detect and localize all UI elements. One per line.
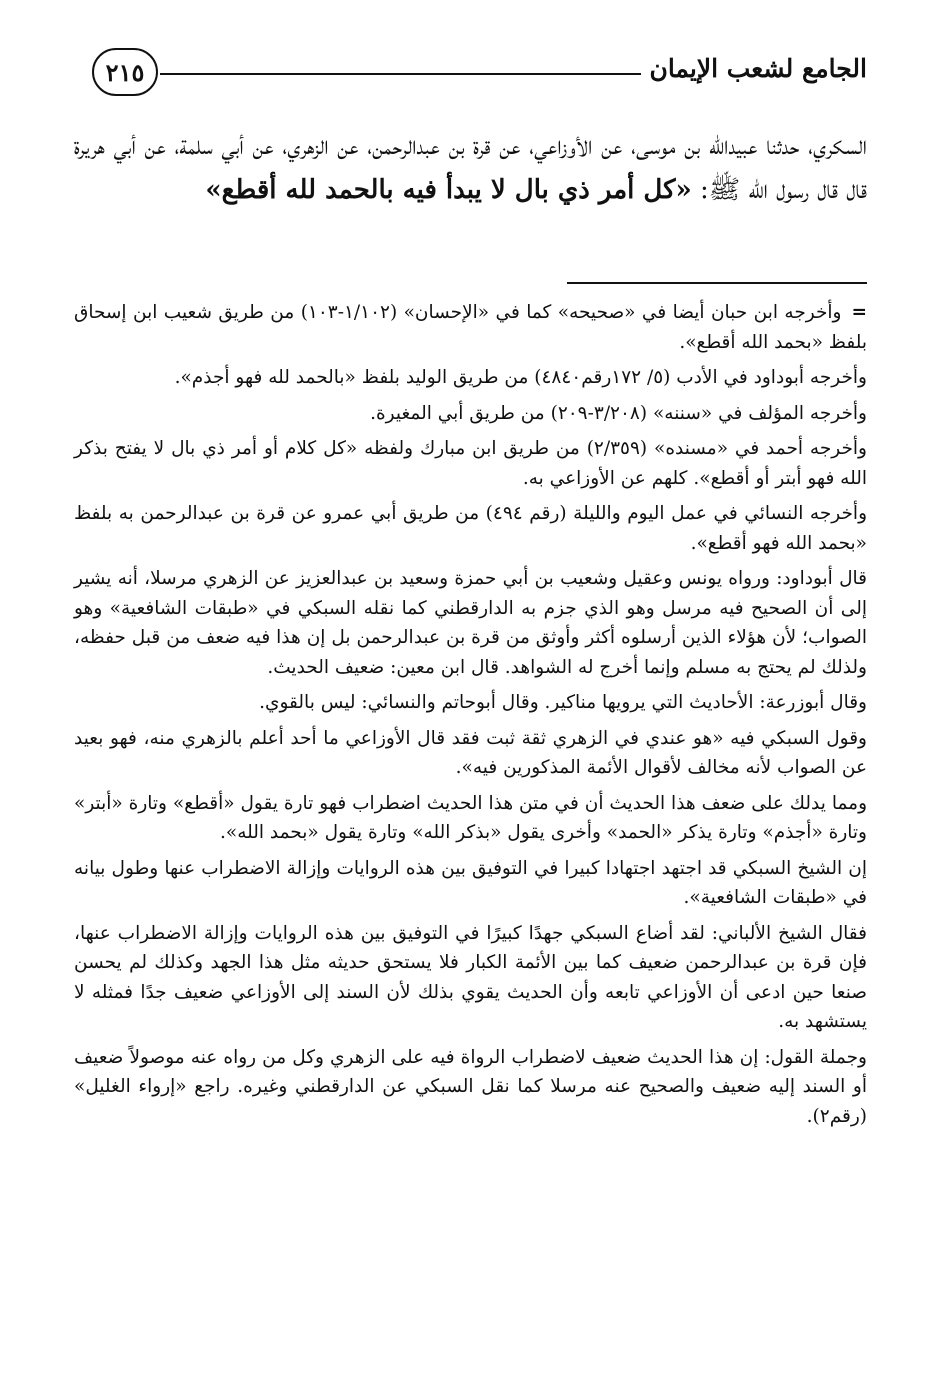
footnote-separator — [567, 282, 867, 284]
main-text — [74, 124, 867, 212]
footnote-paragraph: وأخرجه النسائي في عمل اليوم والليلة (رقم ٤٩٤) من طريق أبي عمرو عن قرة بن عبدالرحمن به بلفظ «بحمد الله فهو أقطع». — [74, 503, 868, 554]
footnote-paragraph: ومما يدلك على ضعف هذا الحديث أن في متن هذا الحديث اضطراب فهو تارة يقول «أقطع» وتارة «أبتر» وتارة «أجذم» وتارة يذكر «الحمد» وأخرى يقول «بذكر الله» وتارة يقول «بحمد الله». — [74, 792, 867, 843]
footnotes — [74, 298, 867, 1137]
footnote-paragraph: وأخرجه أبوداود في الأدب (٥/ ١٧٢رقم٤٨٤٠) من طريق الوليد بلفظ «بالحمد لله فهو أجذم». — [174, 367, 867, 388]
footnote-paragraph: وقال أبوزرعة: الأحاديث التي يرويها مناكير. وقال أبوحاتم والنسائي: ليس بالقوي. — [259, 692, 867, 713]
footnote-paragraph: قال أبوداود: ورواه يونس وعقيل وشعيب بن أبي حمزة وسعيد بن عبدالعزيز عن الزهري مرسلا، أنه يشير إلى أن الصحيح فيه مرسل وهو الذي جزم به الدارقطني كما نقله السبكي في «طبقات الشافعية» وهو الصواب؛ لأن هؤلاء الذين أرسلوه أكثر وأوثق من قرة بن عبدالرحمن بل إن هذا فيه ضعف من قبل حفظه، ولذلك لم يحتج به مسلم وإنما أخرج له الشواهد. قال ابن معين: ضعيف الحديث. — [74, 568, 867, 678]
hadith-text: «كل أمر ذي بال لا يبدأ فيه بالحمد لله أقطع» — [205, 175, 692, 205]
footnote-paragraph: وقول السبكي فيه «هو عندي في الزهري ثقة ثبت فقد قال الأوزاعي ما أحد أعلم بالزهري منه، فهو بعيد عن الصواب لأنه مخالف لأقوال الأئمة المذكورين فيه». — [74, 727, 867, 778]
footnote-paragraph: وأخرجه أحمد في «مسنده» (٢/٣٥٩) من طريق ابن مبارك ولفظه «كل كلام أو أمر ذي بال لا يفتح بذكر الله فهو أبتر أو أقطع». كلهم عن الأوزاعي به. — [74, 438, 867, 489]
header-rule — [160, 73, 687, 75]
footnote-paragraph: =وأخرجه ابن حبان أيضا في «صحيحه» كما في «الإحسان» (١/١٠٢-١٠٣) من طريق شعيب ابن إسحاق بلفظ «بحمد الله أقطع». — [74, 298, 867, 357]
running-title: الجامع لشعب الإيمان — [641, 54, 867, 83]
page-header — [92, 46, 867, 102]
footnote-paragraph: وأخرجه المؤلف في «سننه» (٣/٢٠٨-٢٠٩) من طريق أبي المغيرة. — [370, 402, 867, 424]
footnote-paragraph: إن الشيخ السبكي قد اجتهد اجتهادا كبيرا في التوفيق بين هذه الروايات وإزالة الاضطراب عنها وطول بيانه في «طبقات الشافعية». — [74, 857, 867, 908]
footnote-paragraph: وجملة القول: إن هذا الحديث ضعيف لاضطراب الرواة فيه على الزهري وكل من رواه عنه موصولاً ضعيف أو السند إليه ضعيف والصحيح عنه مرسلا كما نقل السبكي عن الدارقطني وغيره. راجع «إرواء الغليل» (رقم٢). — [74, 1046, 867, 1127]
page-number: ٢١٥ — [92, 48, 158, 96]
continuation-mark: = — [851, 302, 867, 323]
isnad-text: السكري، حدثنا عبيدالله بن موسى، عن الأوزاعي، عن قرة بن عبدالرحمن، عن الزهري، عن أبي سلمة، عن أبي هريرة قال قال رسول الله ﷺ: — [74, 131, 867, 205]
footnote-paragraph: فقال الشيخ الألباني: لقد أضاع السبكي جهدًا كبيرًا في التوفيق بين هذه الروايات وإزالة الاضطراب عنها، فإن قرة بن عبدالرحمن ضعيف كما بين الأئمة الكبار فلا يستحق حديثه مثل هذا الجهد وكذلك لم يحسن صنعا حين ادعى أن الأوزاعي تابعه وأن الحديث يقوي بذلك لأن السند إلى الأوزاعي ضعيف جدًا فمثله لا يستشهد به. — [74, 922, 867, 1032]
